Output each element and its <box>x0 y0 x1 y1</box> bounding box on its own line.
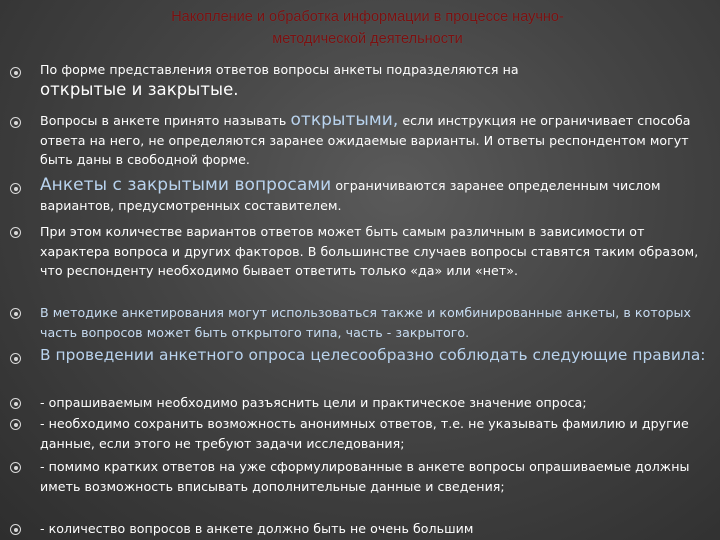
slide-title-line-1: Накопление и обработка информации в процессе научно- <box>171 9 564 25</box>
circled-dot-icon <box>10 117 21 128</box>
list-item-text: В методике анкетирования могут использоваться также и комбинированные анкеты, в которых часть вопросов может быть открытого типа, часть - закрытого. <box>40 305 692 340</box>
list-item-text: При этом количестве вариантов ответов может быть самым различным в зависимости от характера вопроса и других факторов. В большинстве случаев вопросы ставятся таким образом, что респонденту необходимо бывает ответить только «да» или «нет». <box>40 224 699 278</box>
circled-dot-icon <box>10 183 21 194</box>
circled-dot-icon <box>10 308 21 319</box>
slide-title-line-2: методической деятельности <box>272 31 463 47</box>
list-item-text: - опрашиваемым необходимо разъяснить цели и практическое значение опроса; <box>40 395 587 410</box>
circled-dot-icon <box>10 462 21 473</box>
list-item-highlight: открытыми, <box>290 110 399 130</box>
circled-dot-icon <box>10 227 21 238</box>
circled-dot-icon <box>10 524 21 535</box>
circled-dot-icon <box>10 353 21 364</box>
circled-dot-icon <box>10 398 21 409</box>
circled-dot-icon <box>10 67 21 78</box>
list-item-text: - необходимо сохранить возможность анонимных ответов, т.е. не указывать фамилию и другие данные, если этого не требуют задачи исследования; <box>40 416 689 451</box>
list-item-text <box>40 111 712 170</box>
list-item-text-part: Вопросы в анкете принято называть <box>40 113 291 128</box>
slide-title <box>80 6 655 50</box>
list-item-text: - количество вопросов в анкете должно быть не очень большим <box>40 521 474 536</box>
list-item-text: В проведении анкетного опроса целесообразно соблюдать следующие правила: <box>40 346 706 364</box>
circled-dot-icon <box>10 419 21 430</box>
list-item-text <box>40 176 712 215</box>
list-item-text: - помимо кратких ответов на уже сформулированные в анкете вопросы опрашиваемые должны иметь возможность вписывать дополнительные данные и сведения; <box>40 459 690 494</box>
list-item-text-part: если инструкция не ограничивает способа ответа на него, не определяются заранее ожидаемые варианты. И ответы респондентом могут быть даны в свободной форме. <box>40 113 691 167</box>
list-item-text-part: По форме представления ответов вопросы анкеты подразделяются на <box>40 62 519 77</box>
list-item-highlight: Анкеты с закрытыми вопросами <box>40 175 332 195</box>
list-item-text <box>40 60 712 100</box>
list-item-text-emphasis: открытые и закрытые. <box>40 79 239 99</box>
list-item-text-part: ограничиваются заранее определенным числом вариантов, предусмотренных составителем. <box>40 178 661 213</box>
